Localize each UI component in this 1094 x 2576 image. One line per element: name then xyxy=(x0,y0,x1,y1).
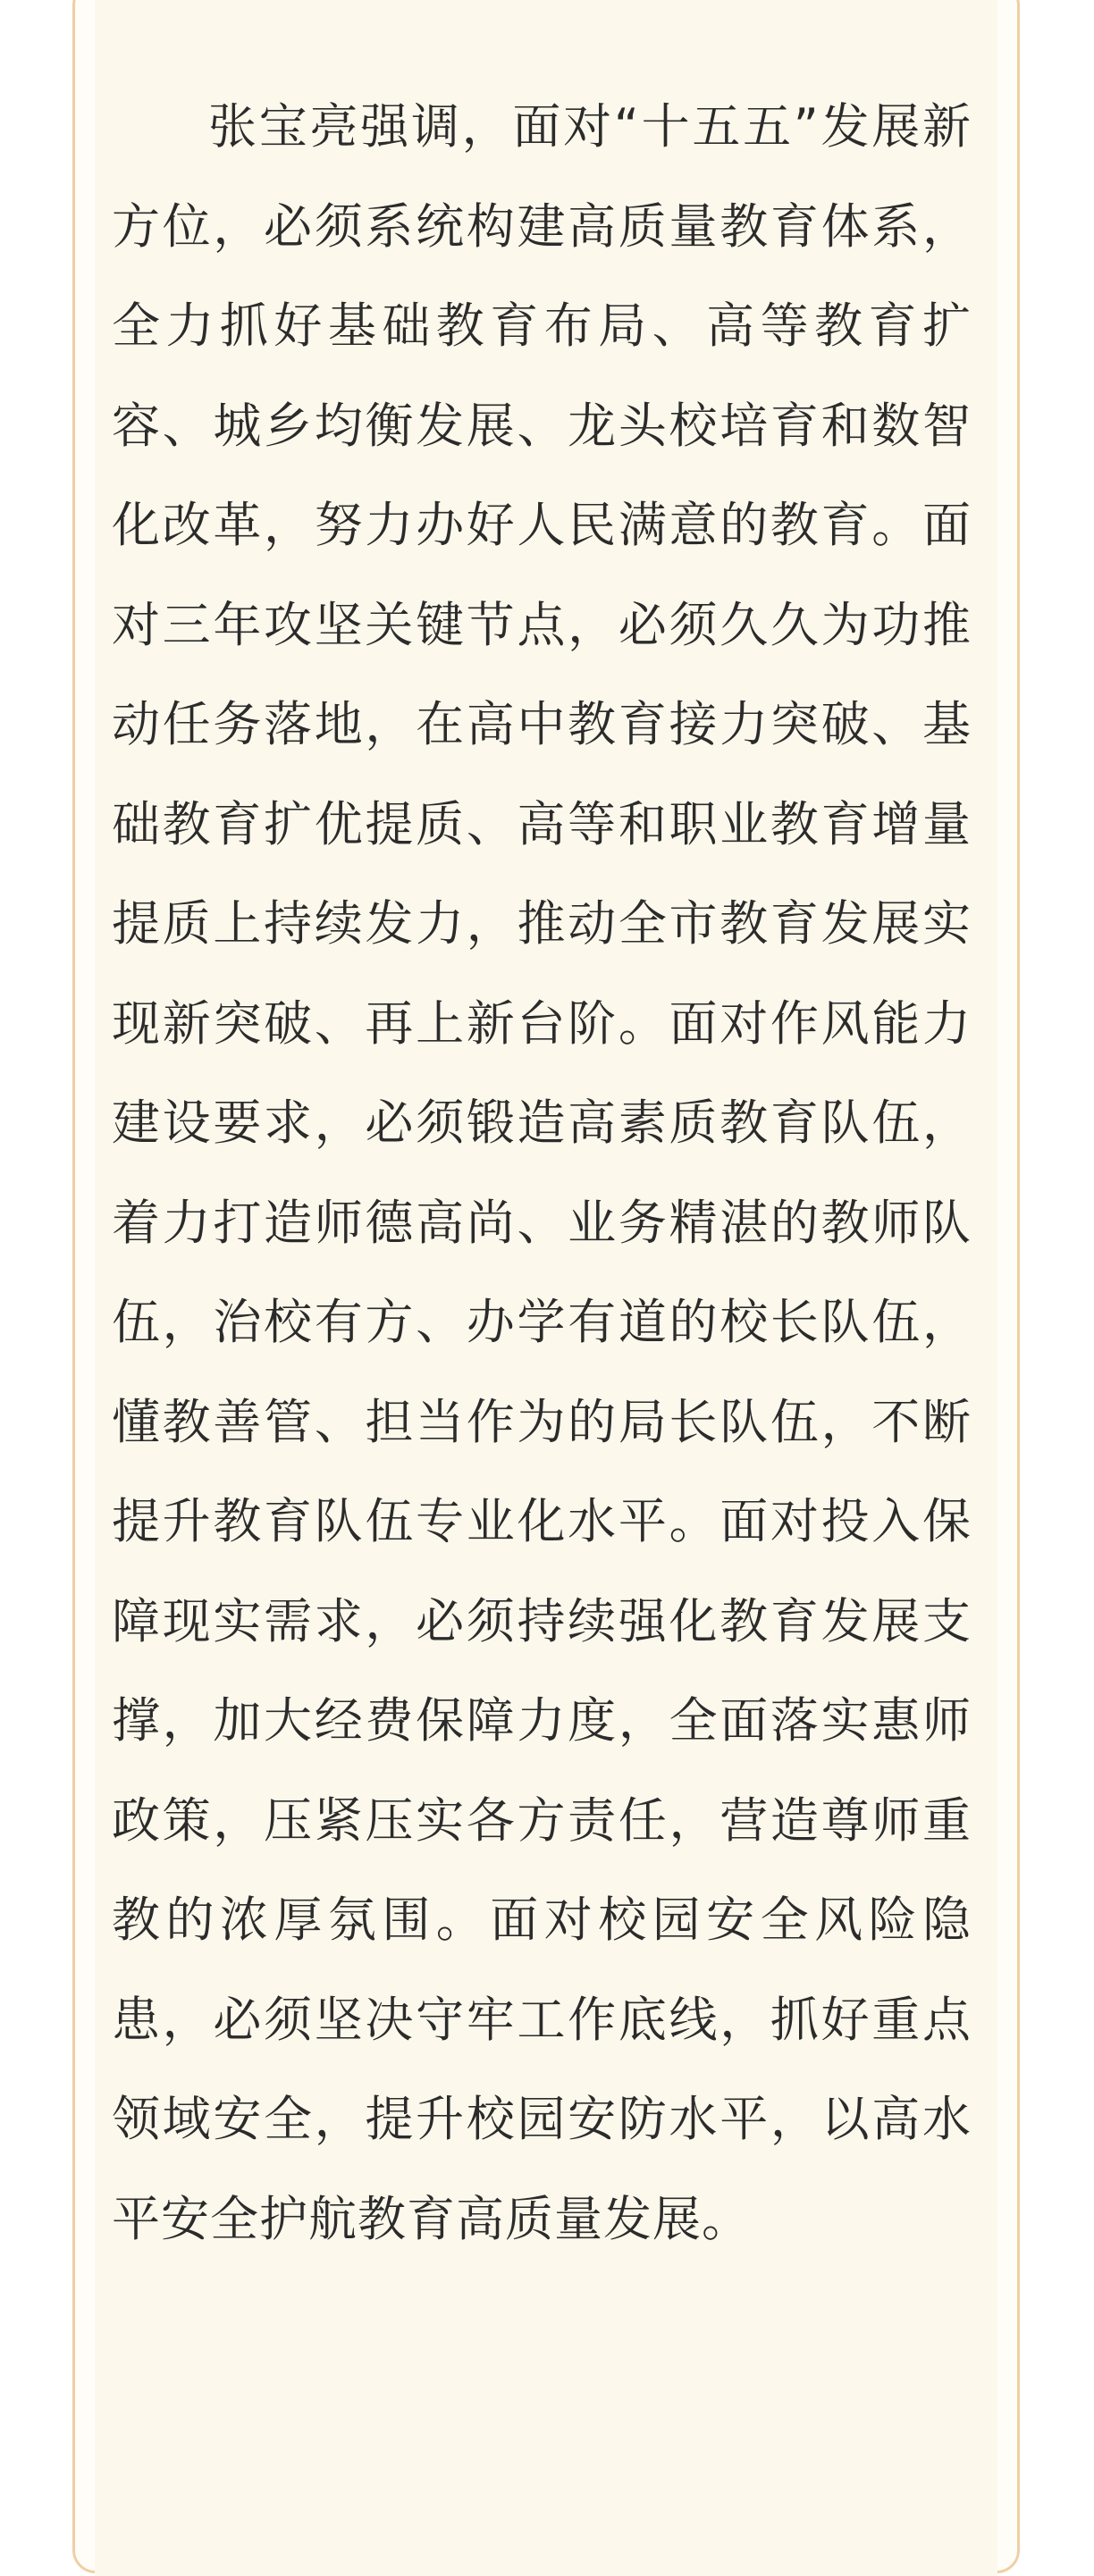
article-paragraph: 张宝亮强调，面对“十五五”发展新方位，必须系统构建高质量教育体系，全力抓好基础教育布局、高等教育扩容、城乡均衡发展、龙头校培育和数智化改革，努力办好人民满意的教育。面对三年攻坚关键节点，必须久久为功推动任务落地，在高中教育接力突破、基础教育扩优提质、高等和职业教育增量提质上持续发力，推动全市教育发展实现新突破、再上新台阶。面对作风能力建设要求，必须锻造高素质教育队伍，着力打造师德高尚、业务精湛的教师队伍，治校有方、办学有道的校长队伍，懂教善管、担当作为的局长队伍，不断提升教育队伍专业化水平。面对投入保障现实需求，必须持续强化教育发展支撑，加大经费保障力度，全面落实惠师政策，压紧压实各方责任，营造尊师重教的浓厚氛围。面对校园安全风险隐患，必须坚决守牢工作底线，抓好重点领域安全，提升校园安防水平，以高水平安全护航教育高质量发展。 xyxy=(112,98,972,2247)
